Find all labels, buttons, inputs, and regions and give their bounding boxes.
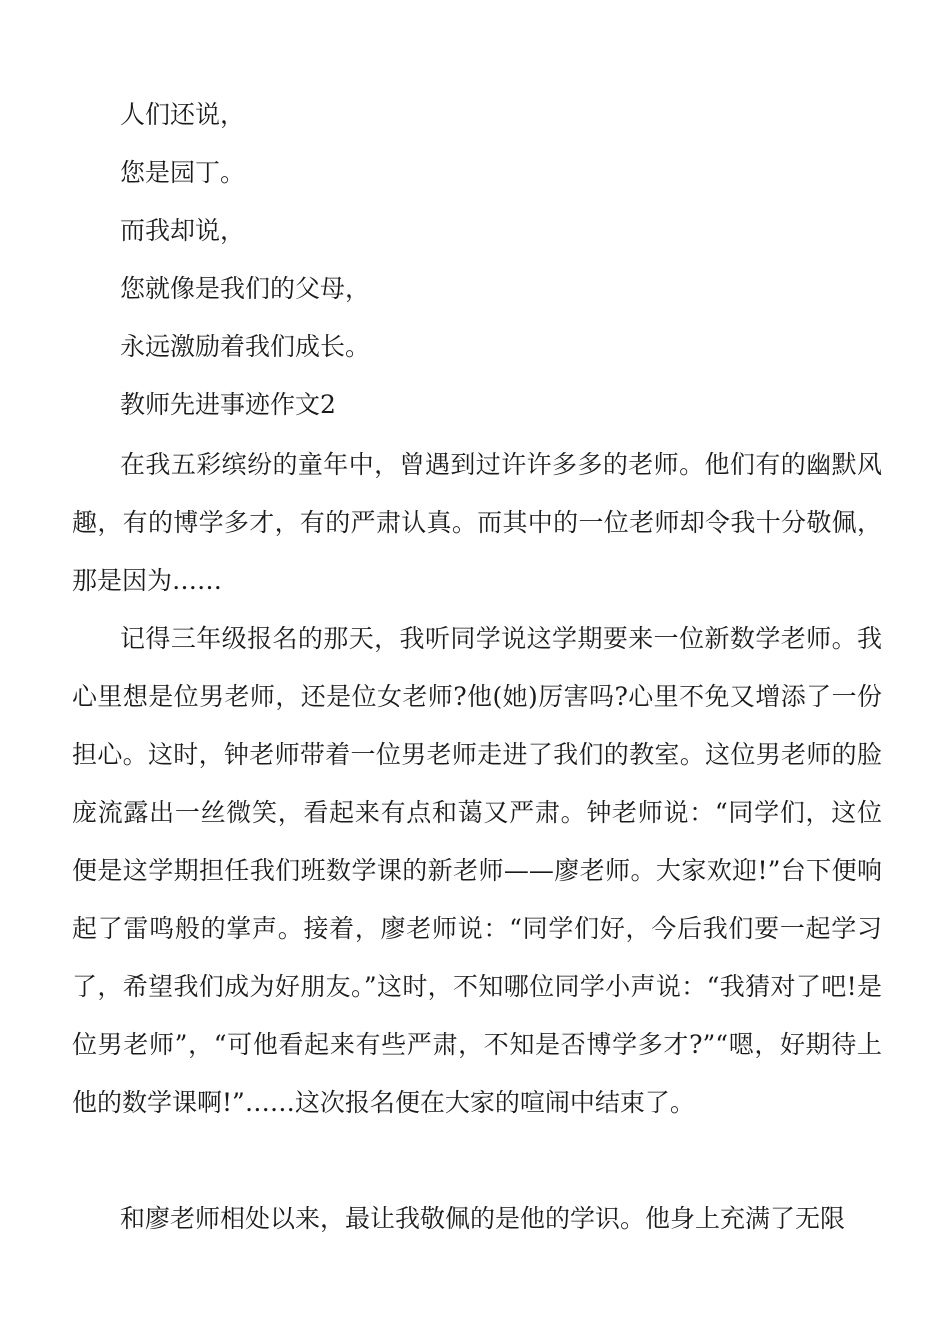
poem-line-3: 而我却说， — [120, 216, 246, 245]
paragraph-2: 记得三年级报名的那天，我听同学说这学期要来一位新数学老师。我心里想是位男老师，还是位女老师?他(她)厉害吗?心里不免又增添了一份担心。这时，钟老师带着一位男老师走进了我们的教室。这位男老师的脸庞流露出一丝微笑，看起来有点和蔼又严肃。钟老师说：“同学们，这位便是这学期担任我们班数学课的新老师——廖老师。大家欢迎!”台下便响起了雷鸣般的掌声。接着，廖老师说：“同学们好，今后我们要一起学习了，希望我们成为好朋友。”这时，不知哪位同学小声说：“我猜对了吧!是位男老师”，“可他看起来有些严肃，不知是否博学多才?”“嗯，好期待上他的数学课啊!”……这次报名便在大家的喧闹中结束了。 — [72, 624, 882, 1117]
paragraph-1: 在我五彩缤纷的童年中，曾遇到过许许多多的老师。他们有的幽默风趣，有的博学多才，有的严肃认真。而其中的一位老师却令我十分敬佩，那是因为…… — [72, 450, 882, 595]
poem-line-1: 人们还说， — [120, 100, 246, 129]
paragraph-3: 和廖老师相处以来，最让我敬佩的是他的学识。他身上充满了无限 — [120, 1204, 846, 1233]
poem-line-4: 您就像是我们的父母， — [120, 274, 371, 303]
poem-line-5: 永远激励着我们成长。 — [120, 332, 371, 361]
poem-line-2: 您是园丁。 — [120, 158, 246, 187]
section-heading: 教师先进事迹作文2 — [120, 390, 336, 419]
